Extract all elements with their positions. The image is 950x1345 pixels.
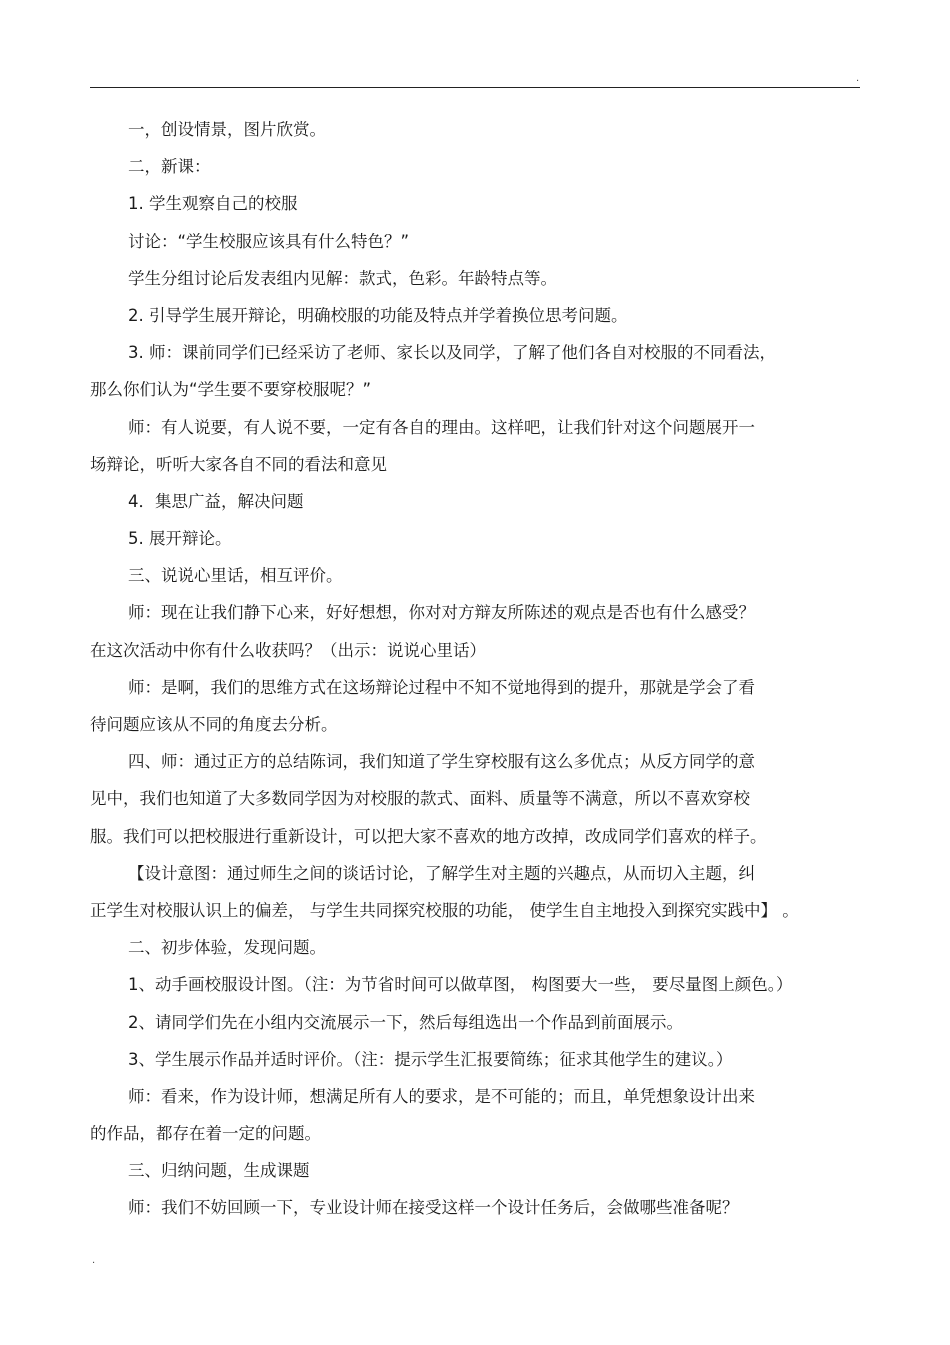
text-line: 的作品，都存在着一定的问题。	[90, 1124, 321, 1144]
text-line: 在这次活动中你有什么收获吗？（出示：说说心里话）	[90, 640, 486, 660]
text-line: 师：看来，作为设计师，想满足所有人的要求，是不可能的；而且，单凭想象设计出来	[128, 1086, 755, 1106]
text-line: 场辩论，听听大家各自不同的看法和意见	[90, 454, 387, 474]
text-line: 一，创设情景，图片欣赏。	[128, 120, 326, 139]
text-line: 4．集思广益，解决问题	[128, 491, 304, 511]
text-line: 2. 引导学生展开辩论，明确校服的功能及特点并学着换位思考问题。	[128, 305, 628, 325]
text-line: 二，新课：	[128, 157, 211, 177]
text-line: 师：有人说要，有人说不要，一定有各自的理由。这样吧，让我们针对这个问题展开一	[128, 417, 755, 437]
footer-dot: .	[92, 1255, 96, 1266]
text-line: 师：是啊，我们的思维方式在这场辩论过程中不知不觉地得到的提升，那就是学会了看	[128, 677, 755, 697]
text-line: 三、归纳问题，生成课题	[128, 1161, 310, 1181]
text-line: 1. 学生观察自己的校服	[128, 194, 298, 214]
text-line: 见中，我们也知道了大多数同学因为对校服的款式、面料、质量等不满意，所以不喜欢穿校	[90, 789, 750, 809]
header-dot: .	[856, 73, 860, 84]
text-line: 服。我们可以把校服进行重新设计，可以把大家不喜欢的地方改掉，改成同学们喜欢的样子。	[90, 826, 767, 846]
header-rule	[90, 87, 860, 88]
text-line: 待问题应该从不同的角度去分析。	[90, 715, 338, 734]
text-line: 正学生对校服认识上的偏差， 与学生共同探究校服的功能， 使学生自主地投入到探究实践中】 。	[90, 900, 799, 920]
text-line: 三、说说心里话，相互评价。	[128, 566, 343, 586]
text-line: 1、动手画校服设计图。（注：为节省时间可以做草图， 构图要大一些， 要尽量图上颜色。）	[128, 975, 793, 995]
text-line: 3、学生展示作品并适时评价。（注：提示学生汇报要简练；征求其他学生的建议。）	[128, 1049, 733, 1069]
text-line: 二、初步体验，发现问题。	[128, 938, 326, 958]
text-line: 【设计意图：通过师生之间的谈话讨论，了解学生对主题的兴趣点，从而切入主题，纠	[128, 863, 755, 883]
text-line: 学生分组讨论后发表组内见解：款式，色彩。年龄特点等。	[128, 268, 557, 288]
text-line: 师：我们不妨回顾一下，专业设计师在接受这样一个设计任务后，会做哪些准备呢？	[128, 1198, 739, 1218]
text-line: 2、请同学们先在小组内交流展示一下，然后每组选出一个作品到前面展示。	[128, 1012, 683, 1032]
text-line: 5. 展开辩论。	[128, 529, 232, 549]
text-line: 讨论：“学生校服应该具有什么特色？”	[128, 231, 410, 251]
text-line: 那么你们认为“学生要不要穿校服呢？”	[90, 380, 372, 400]
document-body	[90, 111, 865, 1227]
text-line: 师：现在让我们静下心来，好好想想，你对对方辩友所陈述的观点是否也有什么感受？	[128, 603, 755, 623]
text-line: 3. 师：课前同学们已经采访了老师、家长以及同学，了解了他们各自对校服的不同看法，	[128, 343, 776, 363]
text-line: 四、师：通过正方的总结陈词，我们知道了学生穿校服有这么多优点；从反方同学的意	[128, 752, 755, 772]
